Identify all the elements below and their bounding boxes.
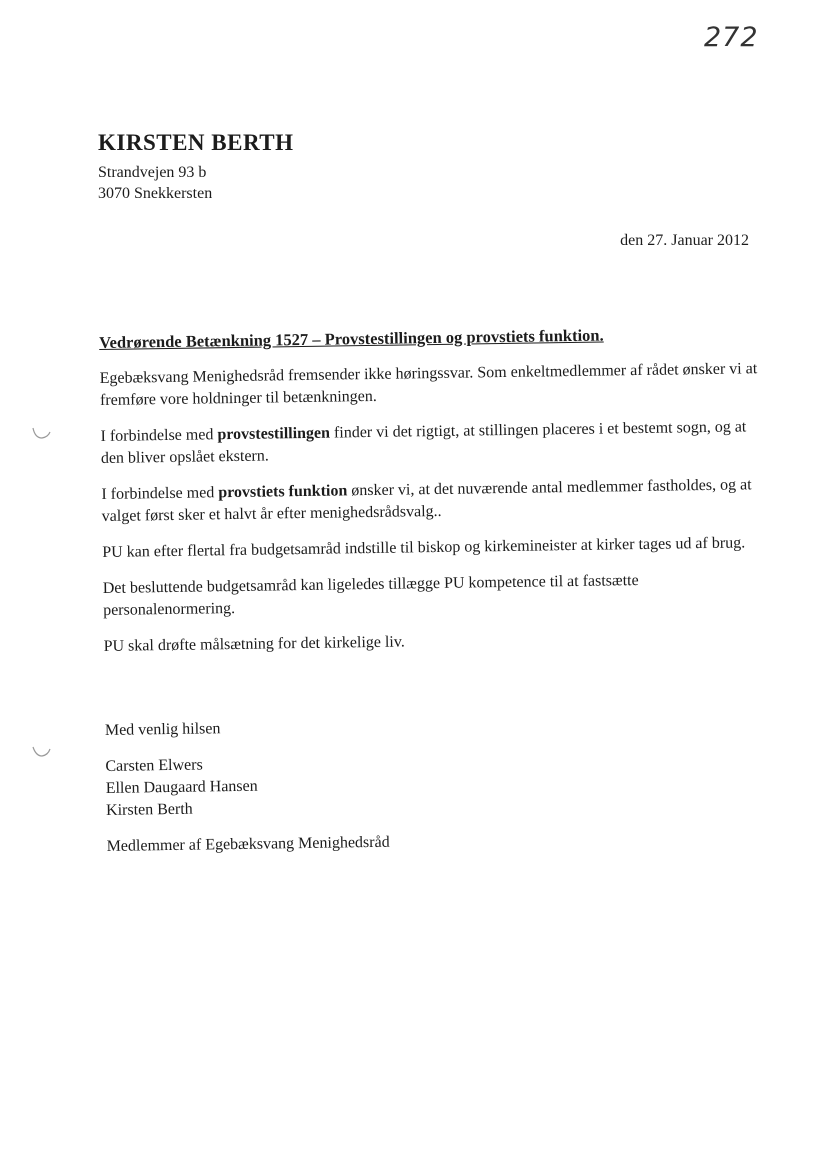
sender-city: 3070 Snekkersten [98, 185, 213, 202]
letter-closing: Med venlig hilsen [104, 720, 221, 739]
emphasis-text: provstiets funktion [218, 482, 348, 502]
punch-hole-mark-icon [30, 744, 52, 758]
handwritten-page-number: 272 [704, 22, 759, 53]
letter-body [99, 322, 767, 872]
paragraph-maalsaetning: PU skal drøfte målsætning for det kirkelige liv. [103, 633, 405, 655]
letter-footer: Medlemmer af Egebæksvang Menighedsråd [106, 833, 390, 855]
paragraph-text: finder vi det rigtigt, at stillingen placeres i et bestemt sogn, og at den bliver opslået ekstern. [100, 418, 747, 467]
punch-hole-mark-icon [30, 426, 52, 440]
paragraph-text: ønsker vi, at det nuværende antal medlemmer fastholdes, og at valget først sker et halvt år efter menighedsrådsvalg.. [101, 476, 752, 525]
sender-block [98, 130, 294, 204]
sender-street: Strandvejen 93 b [98, 164, 207, 181]
signer-name: Ellen Daugaard Hansen [105, 777, 258, 797]
emphasis-text: provstestillingen [217, 424, 331, 444]
paragraph-budgetsamraad: Det besluttende budgetsamråd kan ligeledes tillægge PU kompetence til at fastsætte personalenormering. [102, 572, 639, 619]
letter-date: den 27. Januar 2012 [620, 232, 749, 249]
paragraph-pu-kirker: PU kan efter flertal fra budgetsamråd indstille til biskop og kirkemineister at kirker tages ud af brug. [102, 534, 746, 561]
letter-subject: Vedrørende Betænkning 1527 – Provstestillingen og provstiets funktion. [99, 325, 604, 352]
paragraph-text: I forbindelse med [101, 484, 219, 503]
signers-list [105, 746, 766, 822]
sender-name: KIRSTEN BERTH [98, 130, 294, 155]
paragraph-intro: Egebæksvang Menighedsråd fremsender ikke høringssvar. Som enkeltmedlemmer af rådet ønsker vi at fremføre vore holdninger til betænkningen. [99, 360, 758, 409]
paragraph-text: I forbindelse med [100, 426, 218, 445]
signer-name: Carsten Elwers [105, 756, 203, 775]
signer-name: Kirsten Berth [105, 800, 193, 819]
paragraph-provstiets-funktion [101, 474, 762, 528]
paragraph-provstestillingen [100, 416, 761, 470]
